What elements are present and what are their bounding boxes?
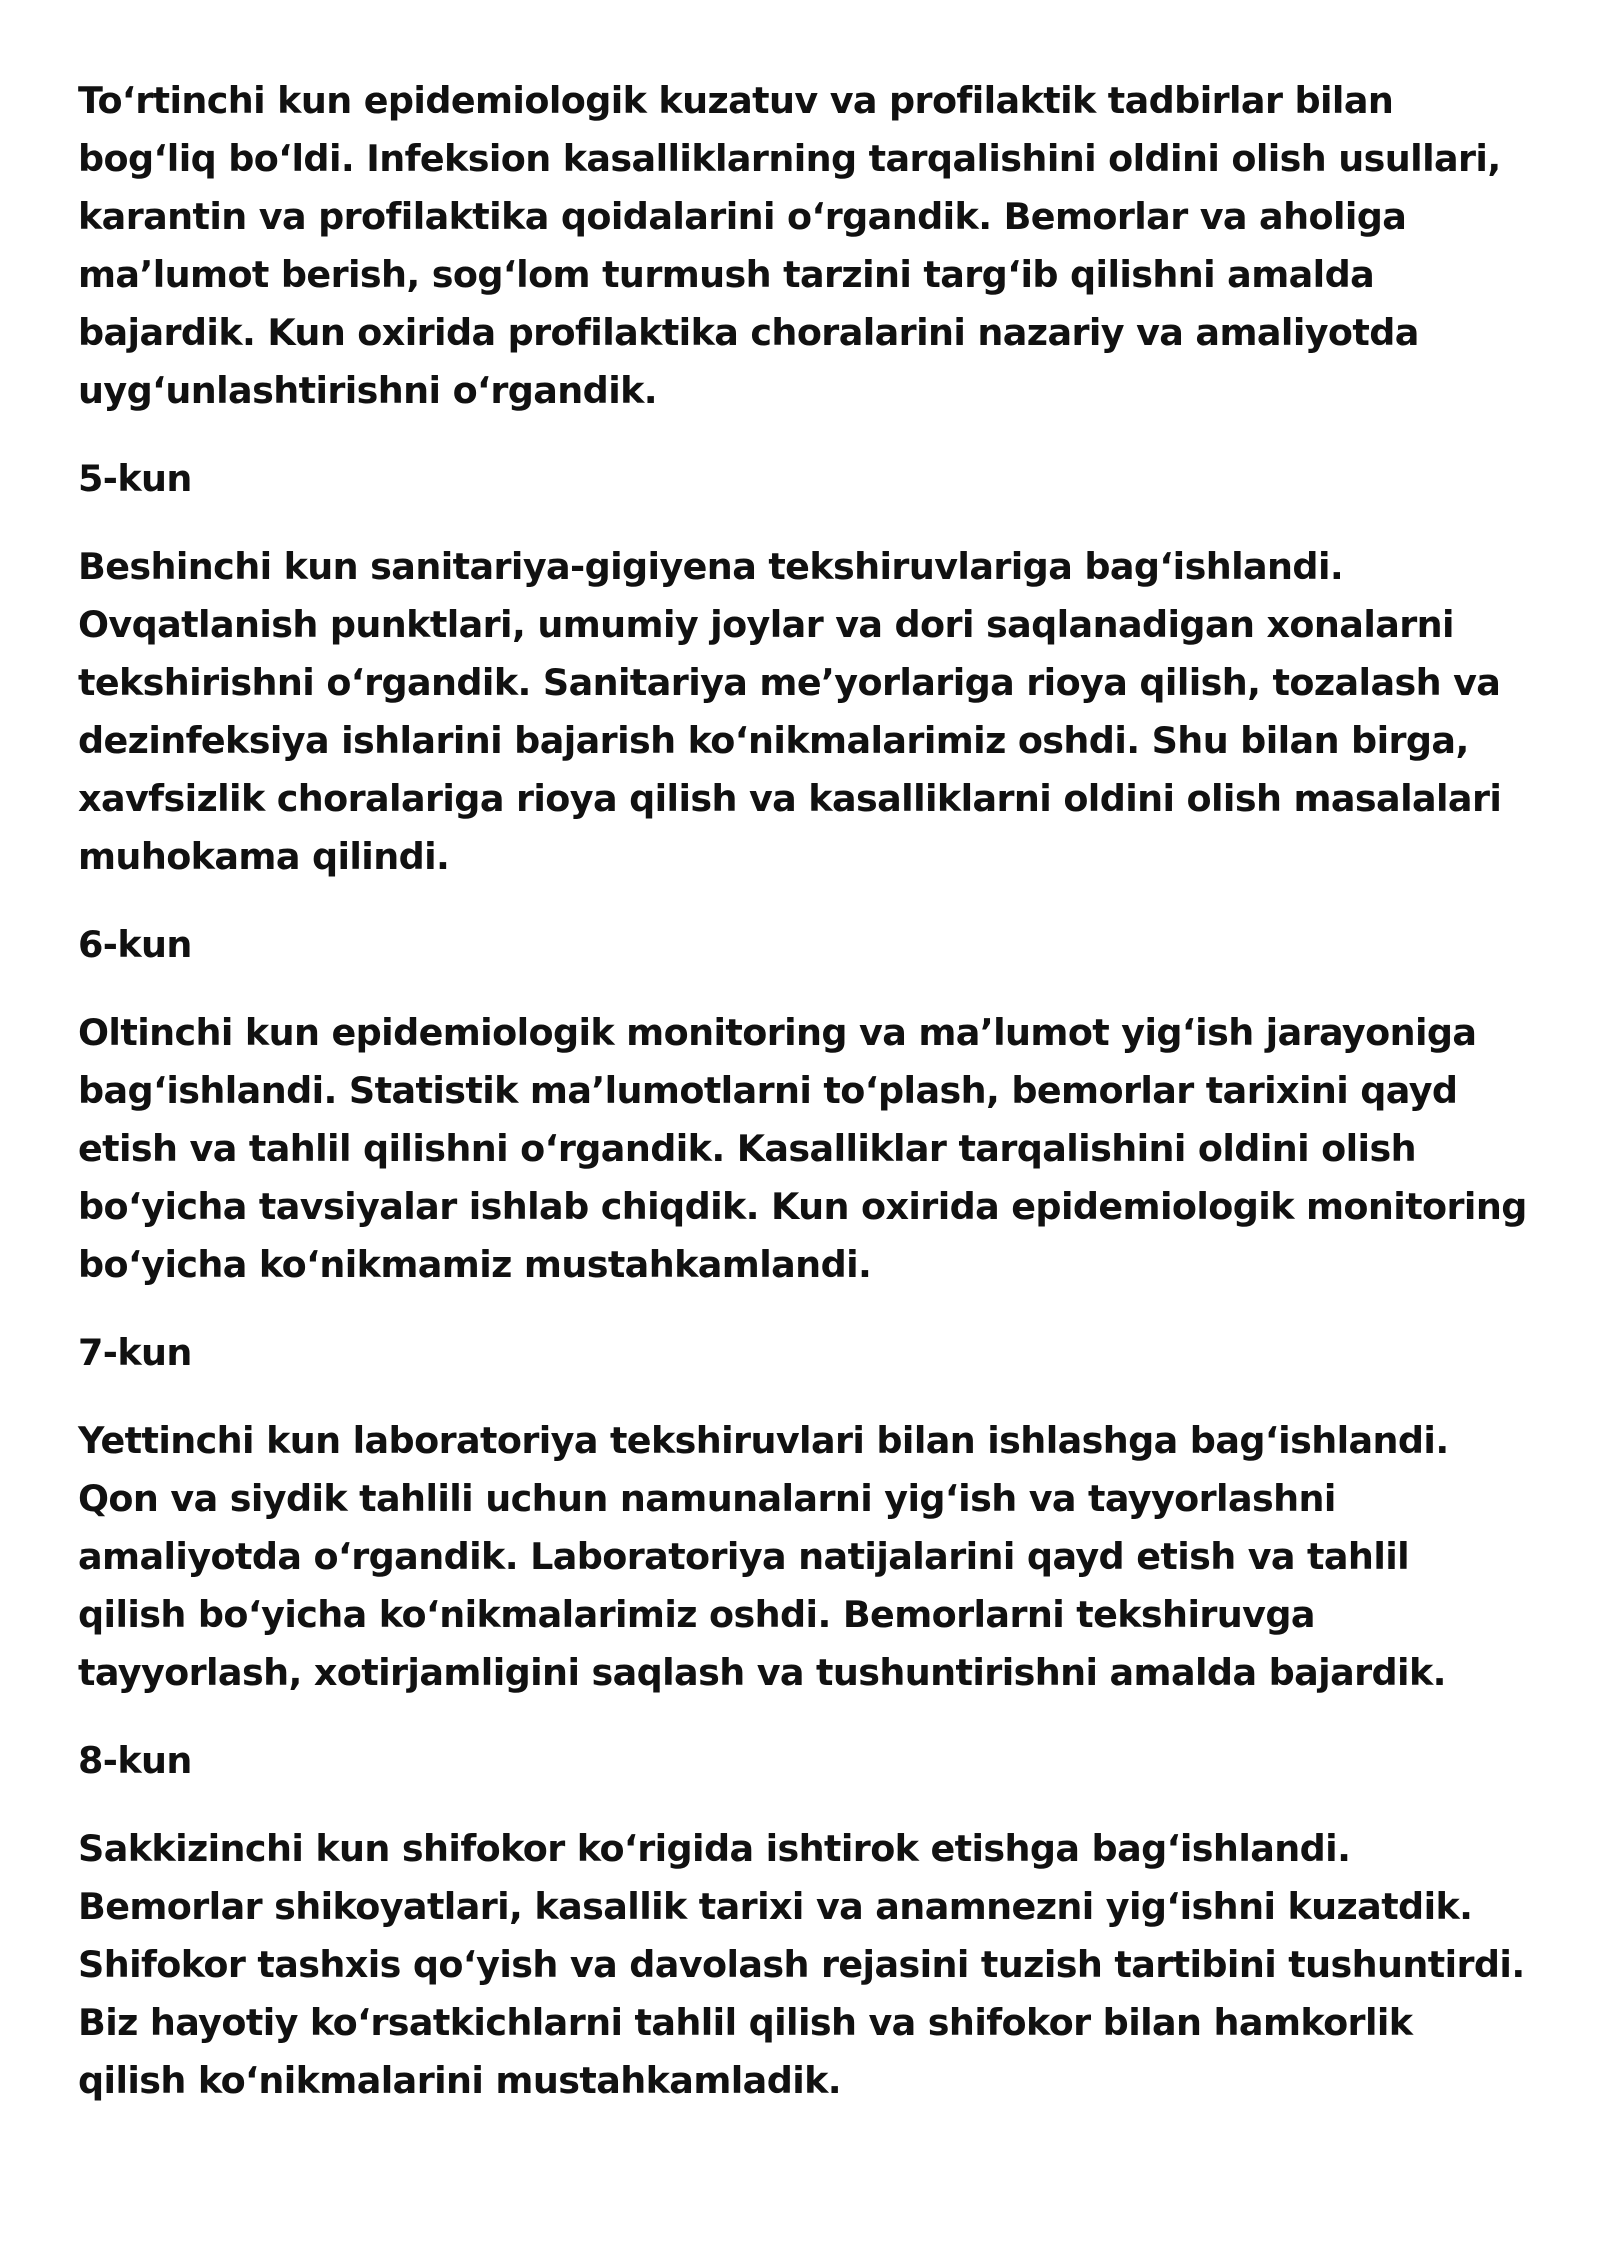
paragraph-line: Oltinchi kun epidemiologik monitoring va ma’lumot yig‘ish jarayoniga: [78, 1011, 1477, 1054]
paragraph-line: bo‘yicha tavsiyalar ishlab chiqdik. Kun oxirida epidemiologik monitoring: [78, 1185, 1527, 1228]
paragraph-line: bog‘liq bo‘ldi. Infeksion kasalliklarning tarqalishini oldini olish usullari,: [78, 137, 1501, 180]
paragraph-line: ma’lumot berish, sog‘lom turmush tarzini targ‘ib qilishni amalda: [78, 253, 1375, 296]
paragraph-line: qilish ko‘nikmalarini mustahkamladik.: [78, 2059, 842, 2102]
paragraph-line: bo‘yicha ko‘nikmamiz mustahkamlandi.: [78, 1243, 872, 1286]
paragraph-line: Shifokor tashxis qo‘yish va davolash rejasini tuzish tartibini tushuntirdi.: [78, 1943, 1525, 1986]
section-paragraph: [78, 1004, 1558, 1294]
section-paragraph: [78, 1412, 1558, 1702]
document-page: [78, 72, 1558, 2110]
paragraph-line: uyg‘unlashtirishni o‘rgandik.: [78, 369, 658, 412]
paragraph-line: xavfsizlik choralariga rioya qilish va kasalliklarni oldini olish masalalari: [78, 777, 1502, 820]
section-day-8: [78, 1732, 1558, 2110]
paragraph-line: dezinfeksiya ishlarini bajarish ko‘nikmalarimiz oshdi. Shu bilan birga,: [78, 719, 1469, 762]
section-paragraph: [78, 538, 1558, 886]
section-day-5: [78, 450, 1558, 886]
section-heading: 7-kun: [78, 1331, 192, 1374]
paragraph-line: Qon va siydik tahlili uchun namunalarni yig‘ish va tayyorlashni: [78, 1477, 1336, 1520]
section-heading: 6-kun: [78, 923, 192, 966]
section-heading: 5-kun: [78, 457, 192, 500]
paragraph-line: bag‘ishlandi. Statistik ma’lumotlarni to‘plash, bemorlar tarixini qayd: [78, 1069, 1458, 1112]
paragraph-line: muhokama qilindi.: [78, 835, 450, 878]
paragraph-line: karantin va profilaktika qoidalarini o‘rgandik. Bemorlar va aholiga: [78, 195, 1407, 238]
paragraph-line: Biz hayotiy ko‘rsatkichlarni tahlil qilish va shifokor bilan hamkorlik: [78, 2001, 1413, 2044]
paragraph-line: Sakkizinchi kun shifokor ko‘rigida ishtirok etishga bag‘ishlandi.: [78, 1827, 1351, 1870]
section-day-6: [78, 916, 1558, 1294]
paragraph-line: Beshinchi kun sanitariya-gigiyena tekshiruvlariga bag‘ishlandi.: [78, 545, 1344, 588]
paragraph-line: To‘rtinchi kun epidemiologik kuzatuv va profilaktik tadbirlar bilan: [78, 79, 1394, 122]
paragraph-line: Bemorlar shikoyatlari, kasallik tarixi va anamnezni yig‘ishni kuzatdik.: [78, 1885, 1473, 1928]
paragraph-line: tayyorlash, xotirjamligini saqlash va tushuntirishni amalda bajardik.: [78, 1651, 1446, 1694]
paragraph-line: Yettinchi kun laboratoriya tekshiruvlari bilan ishlashga bag‘ishlandi.: [78, 1419, 1449, 1462]
section-heading: 8-kun: [78, 1739, 192, 1782]
section-paragraph: [78, 1820, 1558, 2110]
paragraph-line: Ovqatlanish punktlari, umumiy joylar va dori saqlanadigan xonalarni: [78, 603, 1454, 646]
paragraph-line: etish va tahlil qilishni o‘rgandik. Kasalliklar tarqalishini oldini olish: [78, 1127, 1416, 1170]
paragraph-line: qilish bo‘yicha ko‘nikmalarimiz oshdi. Bemorlarni tekshiruvga: [78, 1593, 1315, 1636]
section-day-7: [78, 1324, 1558, 1702]
intro-paragraph: [78, 72, 1558, 420]
paragraph-line: bajardik. Kun oxirida profilaktika choralarini nazariy va amaliyotda: [78, 311, 1419, 354]
paragraph-line: amaliyotda o‘rgandik. Laboratoriya natijalarini qayd etish va tahlil: [78, 1535, 1410, 1578]
paragraph-line: tekshirishni o‘rgandik. Sanitariya me’yorlariga rioya qilish, tozalash va: [78, 661, 1501, 704]
